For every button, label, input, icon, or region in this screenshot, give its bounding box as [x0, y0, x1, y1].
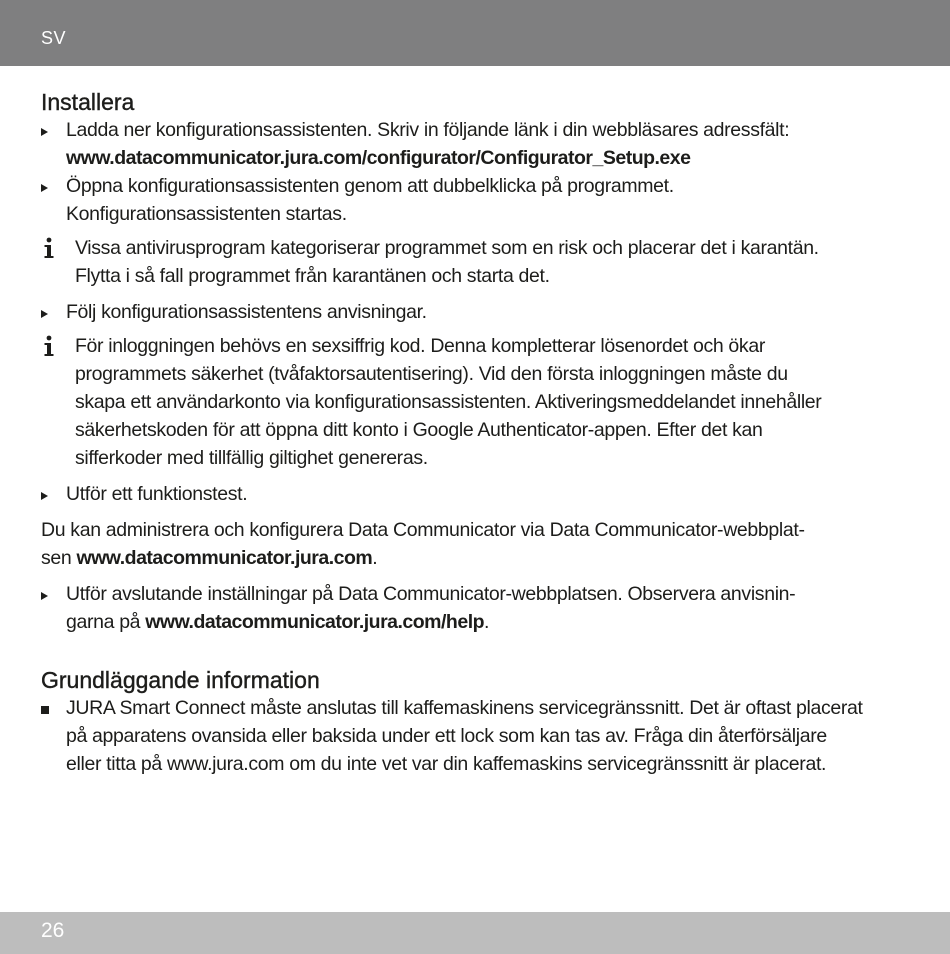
- step-text: .: [484, 611, 490, 633]
- page-content: [41, 88, 921, 778]
- configurator-download-link[interactable]: www.datacommunicator.jura.com/configurator/Configurator_Setup.exe: [66, 147, 691, 169]
- info-text: skapa ett användarkonto via konfigurationsassistenten. Aktiveringsmeddelandet innehåller: [75, 391, 822, 413]
- info-text: Flytta i så fall programmet från karantänen och starta det.: [75, 265, 550, 287]
- triangle-bullet-icon: [41, 116, 48, 144]
- footer-bar: [0, 912, 950, 954]
- page-number: 26: [41, 919, 65, 942]
- step-text: Öppna konfigurationsassistenten genom att dubbelklicka på programmet.: [66, 175, 674, 197]
- step-text: garna på: [66, 611, 146, 633]
- step-text: Utför avslutande inställningar på Data Communicator-webbplatsen. Observera anvisnin-: [66, 583, 796, 605]
- paragraph-text: sen: [41, 547, 77, 569]
- info-text: Vissa antivirusprogram kategoriserar programmet som en risk och placerar det i karantän.: [75, 237, 819, 259]
- paragraph-text: .: [372, 547, 378, 569]
- language-code: SV: [41, 28, 67, 48]
- step-open: [41, 172, 921, 228]
- header-bar: [0, 0, 950, 66]
- info-antivirus: [41, 234, 921, 290]
- info-icon: [41, 335, 57, 357]
- step-final-settings: [41, 580, 921, 636]
- bullet-text: eller titta på www.jura.com om du inte vet var din kaffemaskins servicegränssnitt är placerat.: [66, 753, 827, 775]
- paragraph-text: Du kan administrera och konfigurera Data Communicator via Data Communicator-webbplat-: [41, 519, 805, 541]
- section-title-install: Installera: [41, 89, 135, 115]
- info-text: programmets säkerhet (tvåfaktorsautentisering). Vid den första inloggningen måste du: [75, 363, 788, 385]
- info-text: För inloggningen behövs en sexsiffrig kod. Denna kompletterar lösenordet och ökar: [75, 335, 765, 357]
- step-text: Ladda ner konfigurationsassistenten. Skriv in följande länk i din webbläsares adressfält:: [66, 119, 790, 141]
- website-link[interactable]: www.datacommunicator.jura.com: [76, 547, 373, 569]
- step-function-test: [41, 480, 921, 508]
- triangle-bullet-icon: [41, 480, 48, 508]
- step-text: Konfigurationsassistenten startas.: [66, 203, 347, 225]
- triangle-bullet-icon: [41, 172, 48, 200]
- step-text: Utför ett funktionstest.: [66, 483, 248, 505]
- triangle-bullet-icon: [41, 298, 48, 326]
- section-title-basic: Grundläggande information: [41, 667, 320, 693]
- bullet-text: på apparatens ovansida eller baksida under ett lock som kan tas av. Fråga din återförsäljare: [66, 725, 827, 747]
- info-text: säkerhetskoden för att öppna ditt konto i Google Authenticator-appen. Efter det kan: [75, 419, 763, 441]
- step-text: Följ konfigurationsassistentens anvisningar.: [66, 301, 427, 323]
- info-icon: [41, 237, 57, 259]
- info-text: sifferkoder med tillfällig giltighet genereras.: [75, 447, 428, 469]
- bullet-smart-connect: [41, 694, 921, 778]
- help-link[interactable]: www.datacommunicator.jura.com/help: [145, 611, 485, 633]
- step-follow: [41, 298, 921, 326]
- triangle-bullet-icon: [41, 580, 48, 608]
- info-login: [41, 332, 921, 472]
- admin-paragraph: [41, 516, 921, 572]
- square-bullet-icon: [41, 694, 49, 722]
- step-download: [41, 116, 921, 172]
- bullet-text: JURA Smart Connect måste anslutas till kaffemaskinens servicegränssnitt. Det är oftast placerat: [66, 697, 863, 719]
